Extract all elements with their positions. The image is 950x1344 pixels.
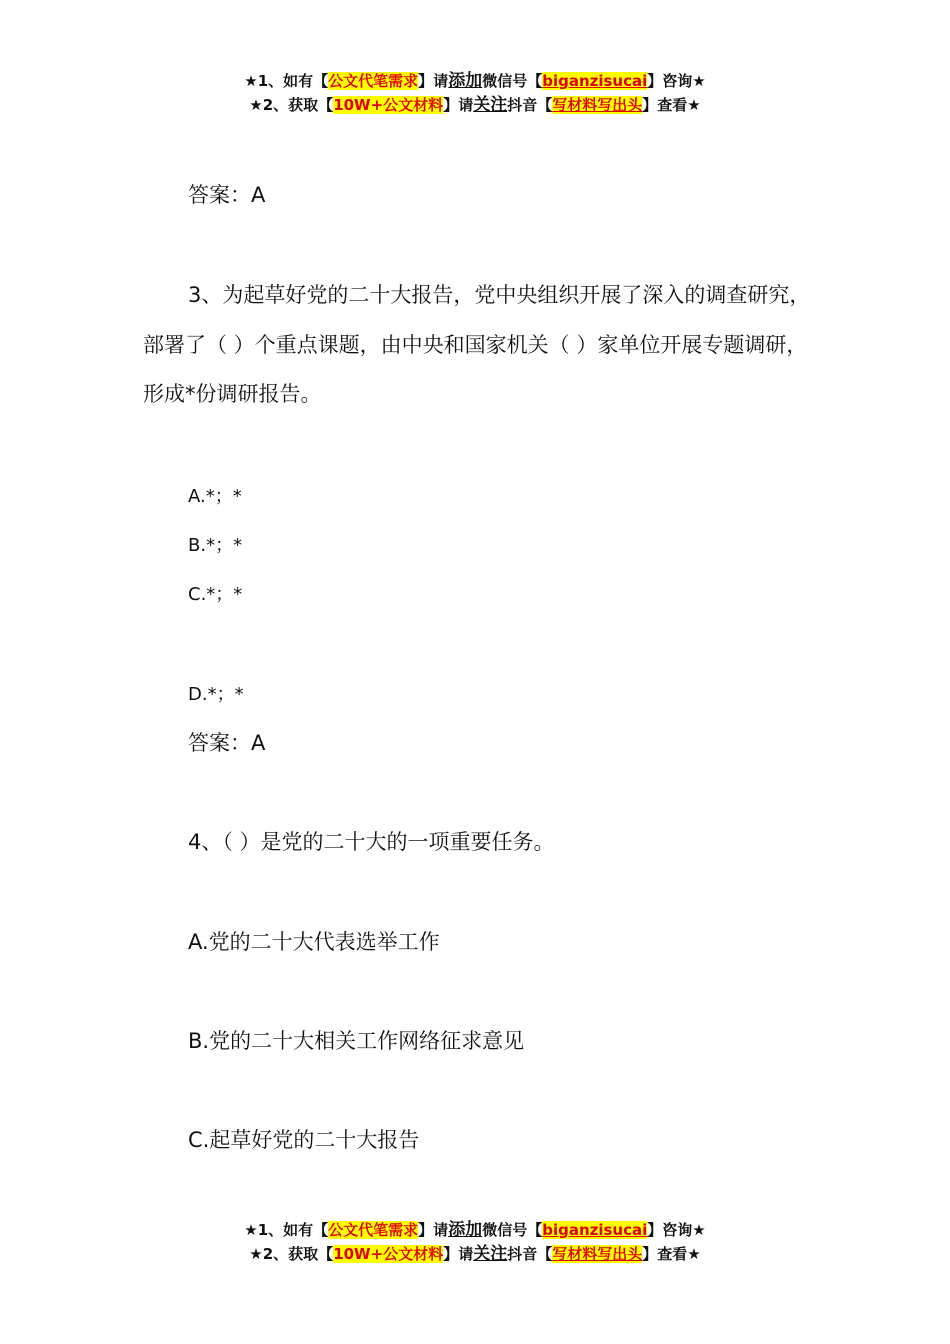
question-4: 4、（ ）是党的二十大的一项重要任务。: [188, 830, 555, 854]
answer-label: 答案：A: [188, 183, 266, 207]
highlight-wechat-id: biganzisucai: [542, 1221, 648, 1239]
banner-line-1: [0, 1218, 950, 1242]
banner-text: 】咨询★: [647, 1221, 706, 1239]
banner-line-2: [0, 1242, 950, 1266]
highlight-douyin-id: 写材料写出头: [552, 96, 643, 114]
answer-label: 答案：A: [188, 731, 266, 755]
footer-banner: [0, 1218, 950, 1266]
banner-line-1: [0, 69, 950, 93]
banner-text: ★1、如有【: [244, 72, 329, 90]
highlight-service: 公文代笔需求: [328, 72, 419, 90]
option-c: C.起草好党的二十大报告: [188, 1128, 420, 1152]
banner-emphasis: 关注: [473, 95, 508, 115]
highlight-douyin-id: 写材料写出头: [552, 1245, 643, 1263]
banner-text: 】查看★: [642, 1245, 701, 1263]
banner-text: 】请: [443, 1245, 474, 1263]
question-3-text: 3、为起草好党的二十大报告，党中央组织开展了深入的调查研究，部署了（ ）个重点课题，由中央和国家机关（ ）家单位开展专题调研，形成*份调研报告。: [143, 283, 811, 406]
header-banner: [0, 69, 950, 117]
option-a: A.*；*: [188, 486, 242, 507]
highlight-materials: 10W+公文材料: [333, 1245, 444, 1263]
question-3: [143, 271, 818, 420]
banner-text: 】请: [418, 1221, 449, 1239]
option-c: C.*；*: [188, 584, 243, 605]
banner-text: 】咨询★: [647, 72, 706, 90]
banner-line-2: [0, 93, 950, 117]
banner-text: 】请: [443, 96, 474, 114]
highlight-materials: 10W+公文材料: [333, 96, 444, 114]
banner-text: 】查看★: [642, 96, 701, 114]
banner-emphasis: 关注: [473, 1244, 508, 1264]
banner-emphasis: 添加: [448, 71, 483, 91]
highlight-service: 公文代笔需求: [328, 1221, 419, 1239]
banner-text: 抖音【: [507, 96, 553, 114]
option-b: B.*；*: [188, 535, 243, 556]
banner-text: ★1、如有【: [244, 1221, 329, 1239]
option-a: A.党的二十大代表选举工作: [188, 930, 440, 954]
option-d: D.*；*: [188, 684, 244, 705]
banner-text: 】请: [418, 72, 449, 90]
banner-emphasis: 添加: [448, 1220, 483, 1240]
banner-text: ★2、获取【: [249, 1245, 334, 1263]
banner-text: 微信号【: [482, 1221, 543, 1239]
highlight-wechat-id: biganzisucai: [542, 72, 648, 90]
option-b: B.党的二十大相关工作网络征求意见: [188, 1029, 525, 1053]
banner-text: ★2、获取【: [249, 96, 334, 114]
banner-text: 微信号【: [482, 72, 543, 90]
banner-text: 抖音【: [507, 1245, 553, 1263]
